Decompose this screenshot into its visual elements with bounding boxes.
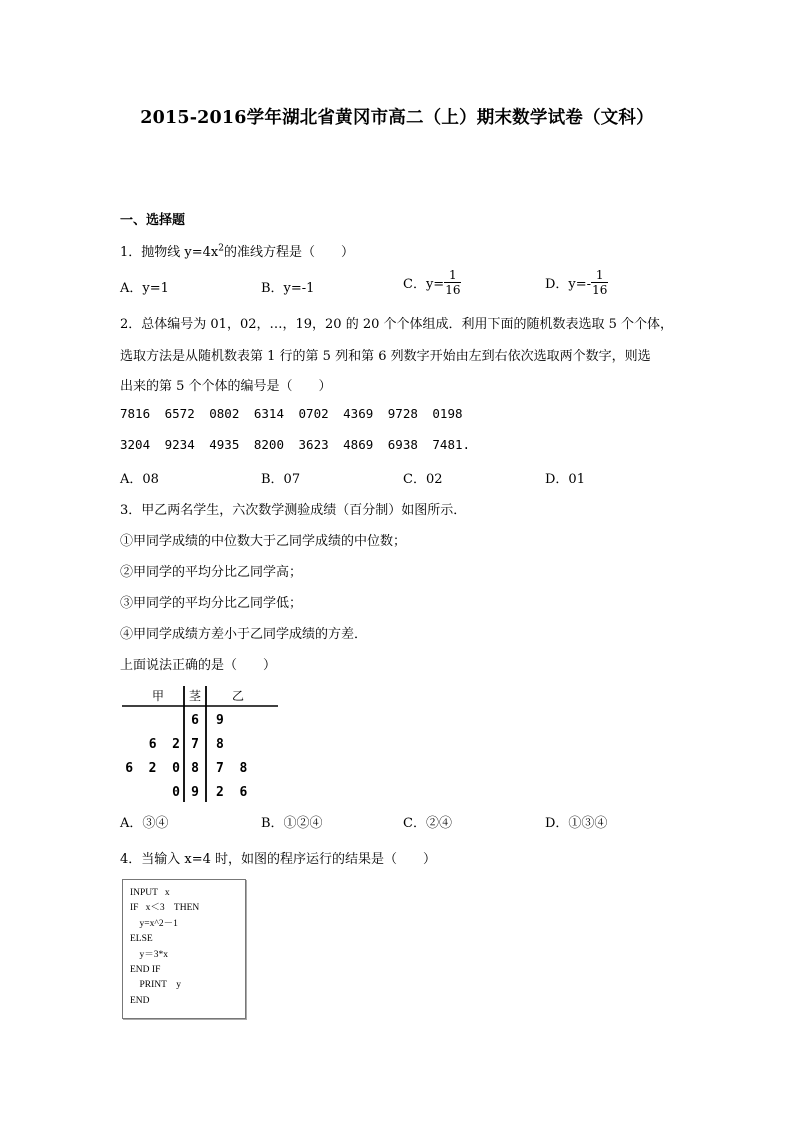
- q2-option-b[interactable]: B．07: [261, 472, 301, 487]
- q3-option-d[interactable]: D．①③④: [545, 816, 608, 831]
- fraction: [591, 268, 608, 297]
- q1-option-c-label: C．y=: [403, 277, 445, 292]
- q2-line-3: 出来的第 5 个个体的编号是（ ）: [120, 379, 332, 394]
- q2-line-1: 2．总体编号为 01，02，…，19，20 的 20 个个体组成．利用下面的随机数表选取 5 个个体，: [120, 317, 674, 332]
- plot-stem-value: 8: [191, 761, 199, 776]
- code-line: ELSE: [130, 934, 153, 945]
- plot-header-stem: 茎: [188, 689, 202, 703]
- q1-option-d[interactable]: [545, 268, 608, 297]
- q1-superscript: 2: [218, 243, 224, 254]
- random-table-row-2: 3204 9234 4935 8200 3623 4869 6938 7481.: [120, 437, 471, 452]
- q2-option-d[interactable]: D．01: [545, 472, 585, 487]
- page-title: 2015-2016学年湖北省黄冈市高二（上）期末数学试卷（文科）: [140, 108, 654, 128]
- q1-stem: [120, 241, 354, 260]
- code-line: y＝3*x: [130, 949, 169, 960]
- plot-right-leaves: 2 6: [216, 785, 248, 800]
- code-line: INPUT x: [130, 888, 170, 898]
- plot-left-leaves: 6 2: [148, 737, 180, 752]
- plot-right-leaves: 9: [216, 713, 224, 728]
- code-line: END: [130, 995, 150, 1006]
- program-code-box: [122, 879, 246, 1019]
- q1-option-d-label: D．y=-: [545, 277, 592, 292]
- plot-header-right: 乙: [231, 689, 245, 703]
- q4-stem: 4．当输入 x=4 时，如图的程序运行的结果是（ ）: [120, 852, 437, 867]
- plot-header-left: 甲: [151, 689, 165, 703]
- plot-right-leaves: 7 8: [216, 761, 248, 776]
- q1-option-a[interactable]: A．y=1: [120, 281, 169, 296]
- q2-option-a[interactable]: A．08: [120, 472, 159, 487]
- q1-option-b[interactable]: B．y=-1: [261, 281, 315, 296]
- q2-line-2: 选取方法是从随机数表第 1 行的第 5 列和第 6 列数字开始由左到右依次选取两个数字，则选: [120, 349, 651, 364]
- plot-stem-value: 7: [191, 737, 199, 752]
- q3-statement-3: ③甲同学的平均分比乙同学低；: [120, 596, 303, 611]
- random-table-row-1: 7816 6572 0802 6314 0702 4369 9728 0198: [120, 406, 463, 421]
- q3-question: 上面说法正确的是（ ）: [120, 658, 277, 673]
- fraction-numerator: 1: [591, 268, 608, 283]
- q1-stem-tail: 的准线方程是（ ）: [223, 245, 354, 260]
- code-line: END IF: [130, 965, 161, 976]
- plot-right-leaves: 8: [216, 737, 224, 752]
- code-line: PRINT y: [130, 980, 182, 991]
- code-line: y=x^2－1: [130, 918, 178, 929]
- plot-stem-value: 6: [191, 713, 199, 728]
- q3-stem: 3．甲乙两名学生，六次数学测验成绩（百分制）如图所示．: [120, 503, 467, 518]
- q3-option-c[interactable]: C．②④: [403, 816, 452, 831]
- fraction-denominator: 16: [592, 283, 608, 297]
- q3-statement-1: ①甲同学成绩的中位数大于乙同学成绩的中位数；: [120, 534, 407, 549]
- fraction-denominator: 16: [445, 283, 461, 297]
- section-heading: 一、选择题: [120, 213, 186, 228]
- q3-statement-4: ④甲同学成绩方差小于乙同学成绩的方差．: [120, 627, 368, 642]
- q3-statement-2: ②甲同学的平均分比乙同学高；: [120, 565, 303, 580]
- fraction-numerator: 1: [444, 268, 461, 283]
- q1-stem-text: 1．抛物线 y=4x: [120, 245, 219, 260]
- q3-option-b[interactable]: B．①②④: [261, 816, 323, 831]
- q2-option-c[interactable]: C．02: [403, 472, 443, 487]
- plot-stem-value: 9: [191, 785, 199, 800]
- code-line: IF x＜3 THEN: [130, 903, 200, 914]
- fraction: [444, 268, 461, 297]
- plot-left-leaves: 6 2 0: [125, 761, 180, 776]
- stem-leaf-plot: [120, 686, 280, 802]
- q1-option-c[interactable]: [403, 268, 461, 297]
- q3-option-a[interactable]: A．③④: [120, 816, 169, 831]
- plot-left-leaves: 0: [172, 785, 180, 800]
